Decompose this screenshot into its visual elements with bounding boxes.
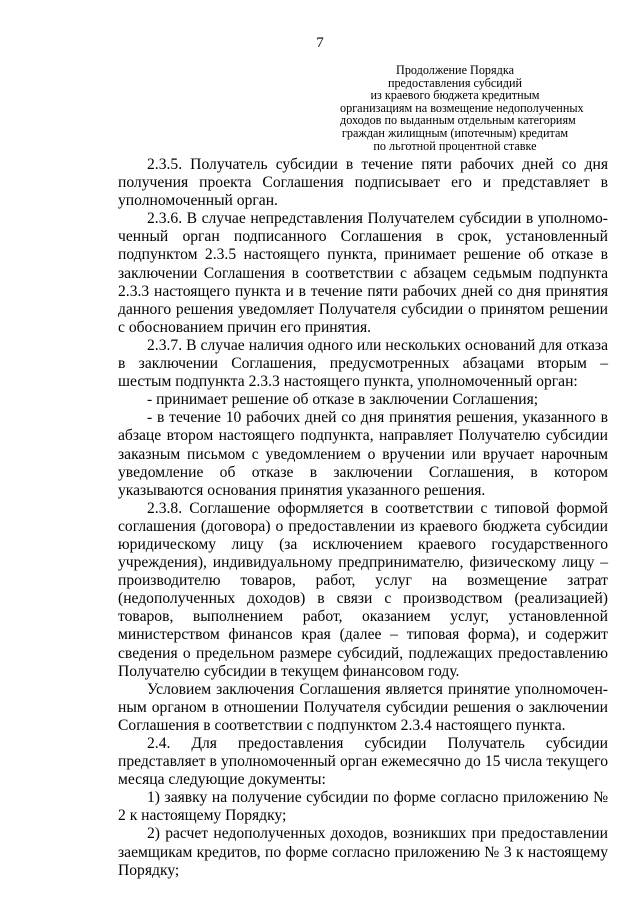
list-item-calculation: 2) расчет недополученных доходов, возникших при предоставлении заемщикам кредитов, по форме согласно приложению № 3 к настоящему Порядку; xyxy=(118,825,608,879)
header-line: Продолжение Порядка xyxy=(396,63,514,77)
paragraph-2-3-8: 2.3.8. Соглашение оформляется в соответствии с типовой формой соглашения (договора) о предоставлении из краевого бюджета субсидии юридическому лицу (за исключением краевого государственного учреждения), индивидуальному предпринимателю, физическому лицу – производителю товаров, работ, услуг на возмещение затрат (недополученных доходов) в связи с производством (реализацией) товаров, выполнением работ, оказанием услуг, установленной министерством финансов края (далее – типовая форма), и содержит сведения о предельном размере субсидий, подлежащих предоставлению Получателю субсидии в текущем финансовом году. xyxy=(118,499,608,680)
header-line: из краевого бюджета кредитным xyxy=(370,88,540,103)
paragraph-agreement-condition: Условием заключения Соглашения является принятие уполномоченным органом в отношении Получателя субсидии решения о заключении Соглашения в соответствии с подпунктом 2.3.4 настоящего пункта. xyxy=(118,680,608,734)
header-line: предоставления субсидий xyxy=(387,75,523,90)
document-body xyxy=(118,156,608,880)
page-number: 7 xyxy=(316,35,324,51)
header-line: организациям на возмещение недополученных xyxy=(340,100,584,115)
continuation-header xyxy=(340,63,584,153)
paragraph-2-3-7: 2.3.7. В случае наличия одного или нескольких оснований для отказа в заключении Соглашения, предусмотренных абзацами вторым – шестым подпункта 2.3.3 настоящего пункта, уполномоченный орган: xyxy=(118,336,608,391)
list-item-application: 1) заявку на получение субсидии по форме согласно приложению № 2 к настоящему Порядку; xyxy=(118,789,608,825)
paragraph-2-3-5: 2.3.5. Получатель субсидии в течение пяти рабочих дней со дня получения проекта Соглашения подписывает его и представляет в уполномоченный орган. xyxy=(118,156,608,210)
list-item-refusal-notice: - в течение 10 рабочих дней со дня принятия решения, указанного в абзаце втором настоящего подпункта, направляет Получателю субсидии заказным письмом с уведомлением о вручении или вручает нарочным уведомление об отказе в заключении Соглашения, в котором указываются основания принятия указанного решения. xyxy=(118,409,608,499)
paragraph-2-3-6: 2.3.6. В случае непредставления Получателем субсидии в уполномоченный орган подписанного Соглашения в срок, установленный подпунктом 2.3.5 настоящего пункта, принимает решение об отказе в заключении Соглашения в соответствии с абзацем седьмым подпункта 2.3.3 настоящего пункта и в течение пяти рабочих дней со дня принятия данного решения уведомляет Получателя субсидии о принятом решении с обоснованием причин его принятия. xyxy=(118,210,608,336)
header-line: доходов по выданным отдельным категориям xyxy=(340,113,576,128)
header-line: по льготной процентной ставке xyxy=(373,138,537,153)
paragraph-2-4: 2.4. Для предоставления субсидии Получатель субсидии представляет в уполномоченный орган ежемесячно до 15 числа текущего месяца следующие документы: xyxy=(118,735,608,789)
list-item-refusal-decision: - принимает решение об отказе в заключении Соглашения; xyxy=(147,391,539,409)
header-line: граждан жилищным (ипотечным) кредитам xyxy=(341,125,569,140)
